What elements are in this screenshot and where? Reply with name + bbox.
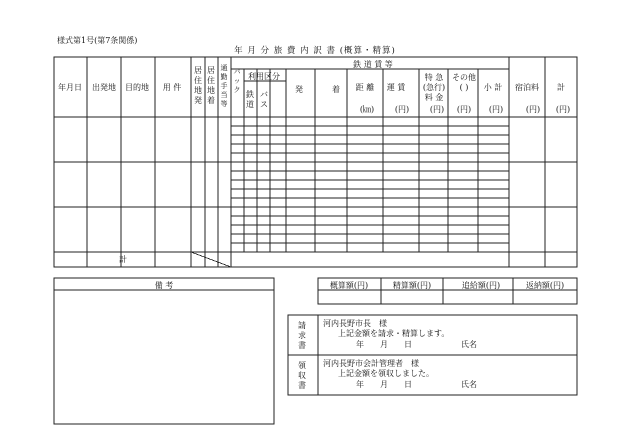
form-title: 年 月 分 旅 費 内 訳 書 (概算・精算) [234,46,396,56]
receipt-label: 領収書 [298,361,306,390]
header-usage: 利用区分 [248,72,280,81]
claim-label: 請求書 [298,321,306,350]
header-other: その他 [452,73,476,82]
header-settled-amount: 精算額(円) [392,281,432,290]
header-estimated-amount: 概算額(円) [329,281,369,290]
receipt-date-line: 年 月 日 [356,380,412,389]
header-express-3: 料 金 [424,93,444,102]
header-additional-amount: 追給額(円) [461,281,501,290]
header-total-unit: (円) [555,105,571,114]
header-express-unit: (円) [429,105,445,114]
receipt-name-label: 氏名 [461,380,477,389]
header-subtotal: 小 計 [483,83,503,92]
header-fare: 運 賃 [386,83,406,92]
header-express-1: 特 急 [424,73,444,82]
header-lodging-unit: (円) [525,105,541,114]
header-other-unit: (円) [456,105,472,114]
header-distance-unit: (㎞) [359,105,375,114]
header-date: 年月日 [58,83,82,92]
header-bus: バス [260,90,268,109]
header-fare-unit: (円) [394,105,410,114]
receipt-addressee: 河内長野市会計管理者 様 [323,359,419,368]
header-rail-count: 鉄道 [246,90,254,109]
header-business: 用 件 [162,83,182,92]
header-refund-amount: 返納額(円) [525,281,565,290]
claim-addressee: 河内長野市長 様 [323,319,387,328]
header-total: 計 [557,83,565,92]
claim-date-line: 年 月 日 [356,340,412,349]
form-number: 様式第1号(第7条関係) [57,36,138,45]
header-lodging: 宿泊料 [515,83,539,92]
header-residence-depart: 居住地発 [194,66,202,105]
header-commute: 通勤手当等 [220,64,228,108]
header-distance: 距 離 [355,83,375,92]
header-express-2: (急行) [422,83,446,92]
receipt-body: 上記金額を領収しました。 [338,369,434,378]
header-other-paren: ( ) [459,83,469,92]
header-railway: 鉄 道 賃 等 [353,60,393,69]
remarks-box [54,278,274,424]
total-diagonal [191,252,231,267]
header-destination: 目的地 [125,83,149,92]
claim-name-label: 氏名 [461,340,477,349]
remarks-label: 備 考 [154,281,174,290]
header-subtotal-unit: (円) [488,105,504,114]
header-depart: 発 [295,85,303,94]
total-row-label: 計 [119,255,127,264]
claim-body: 上記金額を請求・精算します。 [338,329,450,338]
header-arrive: 着 [332,85,340,94]
header-residence-arrive: 居住地着 [207,66,215,105]
header-pack: パック [233,68,241,94]
header-departure: 出発地 [92,83,116,92]
